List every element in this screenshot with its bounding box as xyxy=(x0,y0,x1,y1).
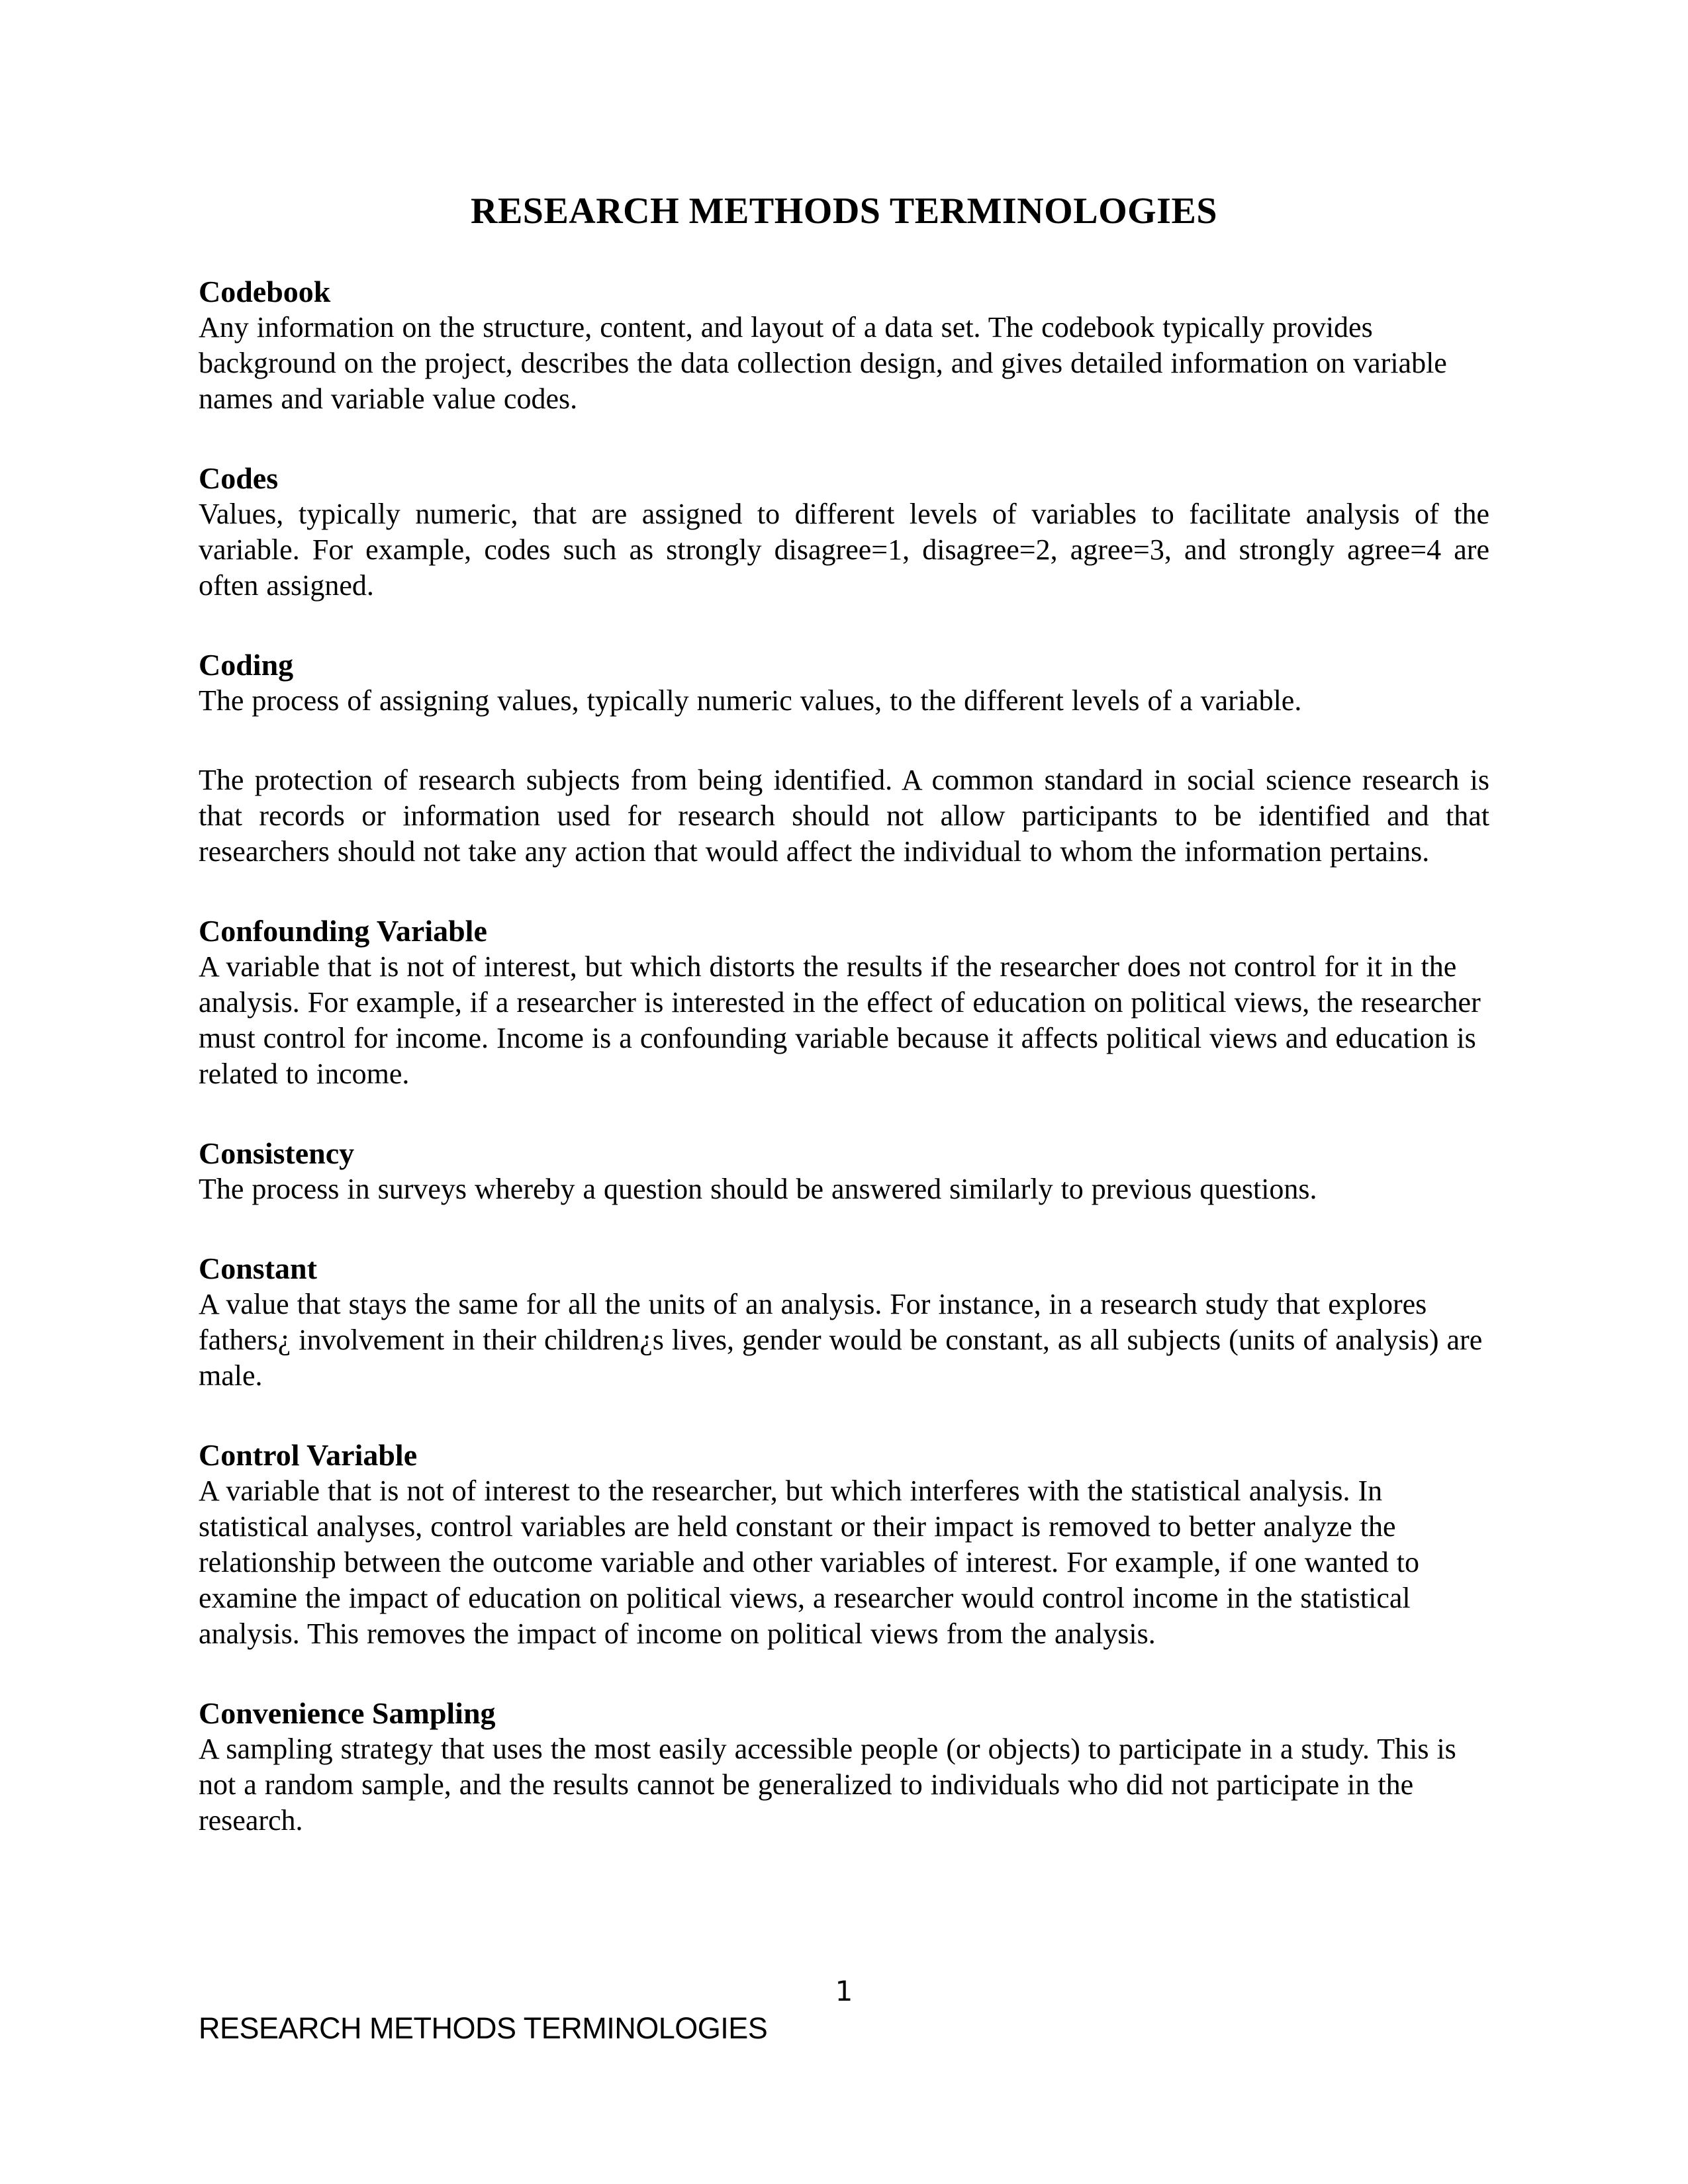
term-definition: A variable that is not of interest to the researcher, but which interferes with the statistical analysis. In statistical analyses, control variables are held constant or their impact is removed to better analyze the relationship between the outcome variable and other variables of interest. For example, if one wanted to examine the impact of education on political views, a researcher would control income in the statistical analysis. This removes the impact of income on political views from the analysis. xyxy=(199,1475,1420,1650)
term-heading: Convenience Sampling xyxy=(199,1696,496,1730)
term-section xyxy=(199,1437,1489,1652)
term-definition: A variable that is not of interest, but which distorts the results if the researcher does not control for it in the analysis. For example, if a researcher is interested in the effect of education on political views, the researcher must control for income. Income is a confounding variable because it affects political views and education is related to income. xyxy=(199,950,1481,1090)
term-definition: Any information on the structure, content, and layout of a data set. The codebook typically provides background on the project, describes the data collection design, and gives detailed information on variable names and variable value codes. xyxy=(199,311,1447,415)
term-heading: Control Variable xyxy=(199,1438,418,1472)
term-section xyxy=(199,762,1489,870)
sections-container xyxy=(199,274,1489,1839)
document-title: RESEARCH METHODS TERMINOLOGIES xyxy=(471,191,1217,232)
term-section xyxy=(199,1251,1489,1394)
document-content xyxy=(199,191,1489,1839)
term-definition: The process in surveys whereby a question should be answered similarly to previous questions. xyxy=(199,1173,1317,1205)
footer-text: RESEARCH METHODS TERMINOLOGIES xyxy=(199,2011,768,2045)
term-section xyxy=(199,1136,1489,1207)
term-definition: A sampling strategy that uses the most easily accessible people (or objects) to participate in a study. This is not a random sample, and the results cannot be generalized to individuals who did not participate in the research. xyxy=(199,1733,1456,1837)
page-number: 1 xyxy=(835,1975,853,2007)
term-definition: The process of assigning values, typically numeric values, to the different levels of a variable. xyxy=(199,684,1302,717)
term-section xyxy=(199,647,1489,719)
term-heading: Confounding Variable xyxy=(199,914,487,948)
term-section xyxy=(199,274,1489,417)
term-section xyxy=(199,461,1489,604)
term-heading: Codes xyxy=(199,461,279,495)
term-heading: Constant xyxy=(199,1251,317,1285)
term-definition: Values, typically numeric, that are assigned to different levels of variables to facilitate analysis of the variable. For example, codes such as strongly disagree=1, disagree=2, agree=3, and strongly agree=4 are often assigned. xyxy=(199,498,1489,602)
term-definition: A value that stays the same for all the units of an analysis. For instance, in a research study that explores fathers¿ involvement in their children¿s lives, gender would be constant, as all subjects (units of analysis) are male. xyxy=(199,1288,1483,1392)
term-heading: Coding xyxy=(199,648,294,682)
term-heading: Codebook xyxy=(199,275,331,308)
term-heading: Consistency xyxy=(199,1136,355,1170)
term-section xyxy=(199,1696,1489,1839)
term-definition: The protection of research subjects from being identified. A common standard in social science research is that records or information used for research should not allow participants to be identified and that researchers should not take any action that would affect the individual to whom the information pertains. xyxy=(199,764,1489,868)
term-section xyxy=(199,913,1489,1092)
